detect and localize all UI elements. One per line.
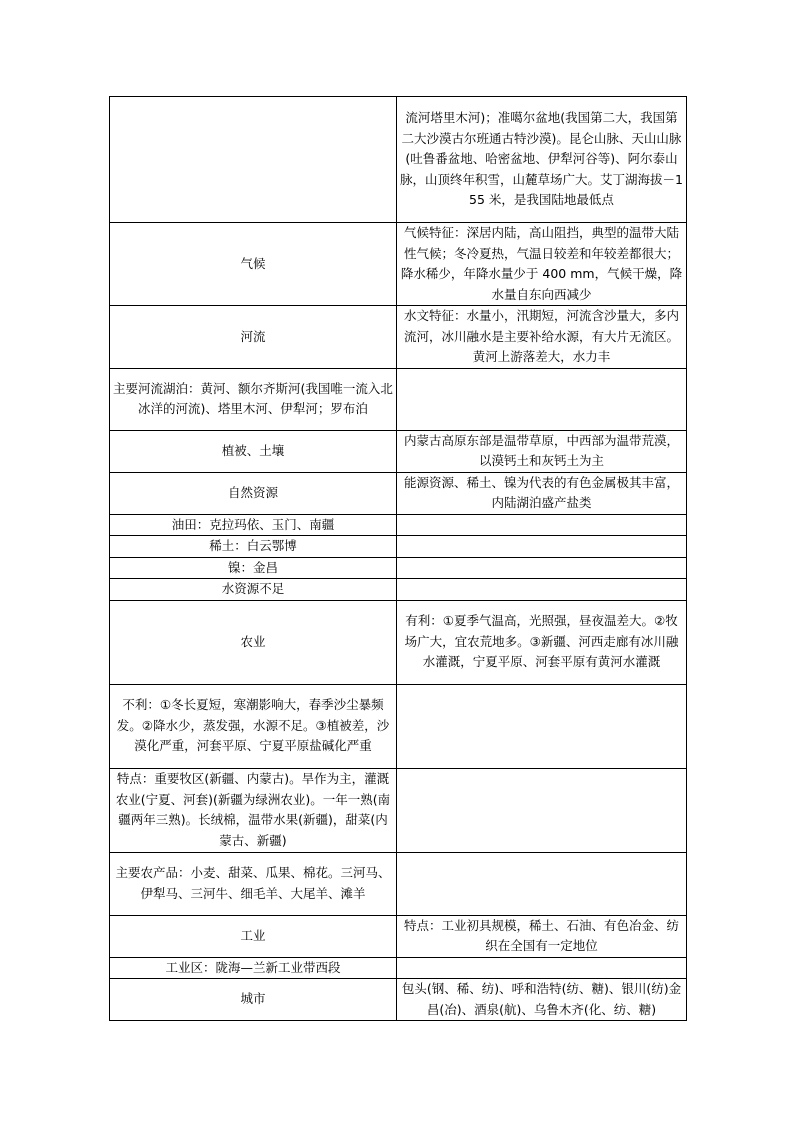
table-row xyxy=(110,97,687,223)
row-content-cell: 水文特征：水量小，汛期短，河流含沙量大，多内流河，冰川融水是主要补给水源，有大片无流区。黄河上游落差大，水力丰 xyxy=(397,306,687,369)
table-row xyxy=(110,514,687,536)
row-content-cell: 气候特征：深居内陆，高山阻挡，典型的温带大陆性气候；冬冷夏热，气温日较差和年较差都很大；降水稀少，年降水量少于 400 mm，气候干燥，降水量自东向西减少 xyxy=(397,223,687,306)
row-content-cell xyxy=(397,957,687,979)
row-content-cell: 特点：工业初具规模，稀土、石油、有色冶金、纺织在全国有一定地位 xyxy=(397,915,687,957)
table-row xyxy=(110,852,687,915)
row-content-cell xyxy=(397,514,687,536)
row-content-cell: 包头(钢、稀、纺)、呼和浩特(纺、糖)、银川(纺)金昌(冶)、酒泉(航)、乌鲁木齐(化、纺、糖) xyxy=(397,979,687,1021)
row-content-cell: 流河塔里木河)；准噶尔盆地(我国第二大，我国第二大沙漠古尔班通古特沙漠)。昆仑山脉、天山山脉(吐鲁番盆地、哈密盆地、伊犁河谷等)、阿尔泰山脉，山顶终年积雪，山麓草场广大。艾丁湖海拔－155 米，是我国陆地最低点 xyxy=(397,97,687,223)
row-label-cell: 水资源不足 xyxy=(110,579,397,601)
row-label-cell: 自然资源 xyxy=(110,472,397,514)
table-row xyxy=(110,536,687,558)
row-label-cell: 主要河流湖泊：黄河、额尔齐斯河(我国唯一流入北冰洋的河流)、塔里木河、伊犁河；罗布泊 xyxy=(110,368,397,430)
row-label-cell xyxy=(110,97,397,223)
row-label-cell: 稀土：白云鄂博 xyxy=(110,536,397,558)
row-label-cell: 工业区：陇海—兰新工业带西段 xyxy=(110,957,397,979)
table-row xyxy=(110,915,687,957)
table-row xyxy=(110,223,687,306)
row-label-cell: 气候 xyxy=(110,223,397,306)
row-label-cell: 农业 xyxy=(110,600,397,684)
row-content-cell xyxy=(397,557,687,579)
row-label-cell: 工业 xyxy=(110,915,397,957)
row-content-cell: 有利：①夏季气温高，光照强，昼夜温差大。②牧场广大，宜农荒地多。③新疆、河西走廊有冰川融水灌溉，宁夏平原、河套平原有黄河水灌溉 xyxy=(397,600,687,684)
table-row xyxy=(110,472,687,514)
row-content-cell xyxy=(397,852,687,915)
row-label-cell: 植被、土壤 xyxy=(110,430,397,472)
row-content-cell xyxy=(397,579,687,601)
row-label-cell: 城市 xyxy=(110,979,397,1021)
table-row xyxy=(110,684,687,768)
row-content-cell xyxy=(397,768,687,852)
row-content-cell: 能源资源、稀土、镍为代表的有色金属极其丰富，内陆湖泊盛产盐类 xyxy=(397,472,687,514)
row-content-cell: 内蒙古高原东部是温带草原，中西部为温带荒漠，以漠钙土和灰钙土为主 xyxy=(397,430,687,472)
row-content-cell xyxy=(397,368,687,430)
row-label-cell: 特点：重要牧区(新疆、内蒙古)。旱作为主，灌溉农业(宁夏、河套)(新疆为绿洲农业)。一年一熟(南疆两年三熟)。长绒棉，温带水果(新疆)，甜菜(内蒙古、新疆) xyxy=(110,768,397,852)
row-label-cell: 镍：金昌 xyxy=(110,557,397,579)
table-row xyxy=(110,979,687,1021)
table-row xyxy=(110,557,687,579)
table-row xyxy=(110,430,687,472)
content-table xyxy=(109,96,687,1021)
table-row xyxy=(110,768,687,852)
table-row xyxy=(110,579,687,601)
table-row xyxy=(110,600,687,684)
row-content-cell xyxy=(397,536,687,558)
table-row xyxy=(110,368,687,430)
row-label-cell: 河流 xyxy=(110,306,397,369)
table-row xyxy=(110,306,687,369)
row-content-cell xyxy=(397,684,687,768)
table-row xyxy=(110,957,687,979)
row-label-cell: 主要农产品：小麦、甜菜、瓜果、棉花。三河马、伊犁马、三河牛、细毛羊、大尾羊、滩羊 xyxy=(110,852,397,915)
row-label-cell: 油田：克拉玛依、玉门、南疆 xyxy=(110,514,397,536)
row-label-cell: 不利：①冬长夏短，寒潮影响大，春季沙尘暴频发。②降水少，蒸发强，水源不足。③植被差，沙漠化严重，河套平原、宁夏平原盐碱化严重 xyxy=(110,684,397,768)
